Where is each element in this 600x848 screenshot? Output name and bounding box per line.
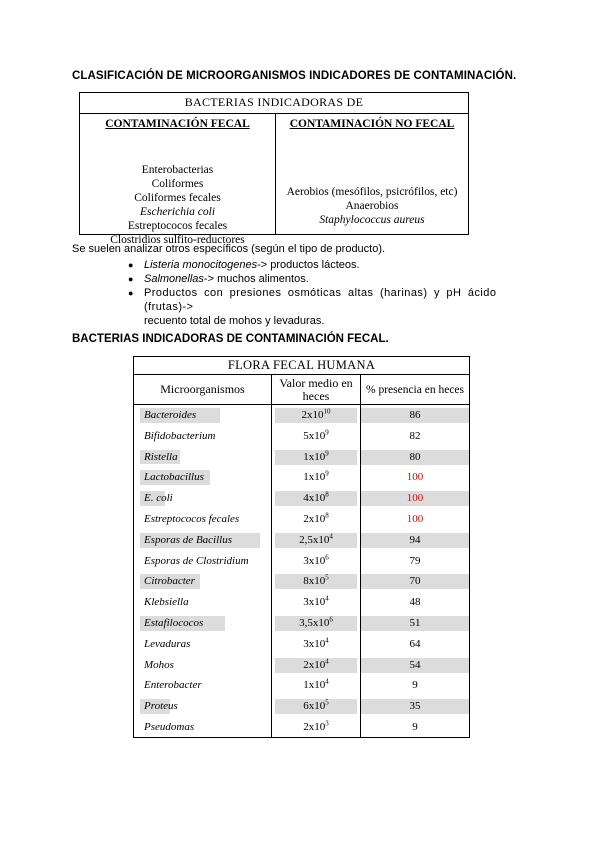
- presence-cell: 9: [412, 720, 418, 733]
- mean-value-cell: $2x10^3$: [272, 717, 361, 738]
- table-row: [134, 530, 469, 551]
- indicator-table-title: BACTERIAS INDICADORAS DE: [80, 93, 468, 114]
- presence-cell: 100: [406, 471, 424, 484]
- presence-cell: 9: [412, 679, 418, 692]
- presence-cell: 82: [409, 429, 421, 442]
- flora-table-header: [134, 375, 469, 405]
- presence-cell: 100: [361, 488, 469, 509]
- mean-value-cell: $6x10^5$: [272, 696, 361, 717]
- presence-cell: 51: [361, 613, 469, 634]
- col-microorganisms-header: Microorganismos: [134, 375, 272, 404]
- presence-cell: 86: [361, 405, 469, 426]
- fecal-item: Escherichia coli: [139, 206, 216, 218]
- mean-value-cell: $1x10^4$: [272, 675, 361, 696]
- presence-cell: 94: [361, 530, 469, 551]
- fecal-item: Estreptococos fecales: [127, 220, 228, 232]
- organism-cell: E. coli: [134, 488, 272, 509]
- fecal-header: CONTAMINACIÓN FECAL: [105, 118, 250, 130]
- table-row: [134, 571, 469, 592]
- bullet-list: [128, 258, 528, 328]
- heading-fecal-indicators: BACTERIAS INDICADORAS DE CONTAMINACIÓN FECAL.: [72, 333, 389, 345]
- col-presence-header: % presencia en heces: [365, 383, 464, 396]
- fecal-flora-table: [133, 356, 470, 738]
- mean-value-cell: $3x10^4$: [272, 592, 361, 613]
- flora-table-title: FLORA FECAL HUMANA: [134, 357, 469, 375]
- mean-value-cell: $1x10^9$: [272, 447, 361, 468]
- organism-cell: Estafilococos: [134, 613, 272, 634]
- table-row: [134, 634, 469, 655]
- table-row: [134, 551, 469, 572]
- organism-cell: Esporas de Bacillus: [134, 530, 272, 551]
- presence-cell: 35: [361, 696, 469, 717]
- table-row: [134, 467, 469, 488]
- mean-value-cell: $4x10^8$: [272, 488, 361, 509]
- table-row: [134, 717, 469, 738]
- table-row: [134, 696, 469, 717]
- intro-paragraph: Se suelen analizar otros específicos (según el tipo de producto).: [72, 243, 386, 255]
- mean-value-cell: $3x10^6$: [272, 551, 361, 572]
- organism-cell: Enterobacter: [134, 675, 272, 696]
- fecal-column: [80, 114, 276, 246]
- table-row: [134, 509, 469, 530]
- table-row: [134, 488, 469, 509]
- presence-cell: 48: [409, 596, 421, 609]
- organism-cell: Pseudomas: [134, 717, 272, 738]
- organism-cell: Esporas de Clostridium: [134, 551, 272, 572]
- presence-cell: 100: [406, 512, 424, 525]
- organism-cell: Proteus: [134, 696, 272, 717]
- presence-cell: 64: [409, 637, 421, 650]
- mean-value-cell: $2x10^8$: [272, 509, 361, 530]
- organism-cell: Bifidobacterium: [134, 426, 272, 447]
- flora-table-body: [134, 405, 469, 738]
- presence-cell: 80: [361, 447, 469, 468]
- organism-cell: Estreptococos fecales: [134, 509, 272, 530]
- presence-cell: 79: [409, 554, 421, 567]
- bullet-item: ● Listeria monocitogenes-> productos lácteos.: [128, 259, 360, 271]
- fecal-item: Coliformes fecales: [134, 192, 221, 204]
- non-fecal-item: Anaerobios: [345, 200, 399, 212]
- mean-value-cell: $2x10^4$: [272, 655, 361, 676]
- presence-cell: 70: [361, 571, 469, 592]
- bullet-item: ● Productos con presiones osmóticas altas (harinas) y pH ácido (frutas)-> recuento total de mohos y levaduras.: [128, 287, 497, 327]
- presence-cell: 54: [361, 655, 469, 676]
- fecal-item: Coliformes: [151, 178, 204, 190]
- bullet-item: ● Salmonellas-> muchos alimentos.: [128, 273, 309, 285]
- fecal-item: Clostridios sulfito-reductores: [110, 234, 245, 246]
- mean-value-cell: $2,5x10^4$: [272, 530, 361, 551]
- non-fecal-header: CONTAMINACIÓN NO FECAL: [289, 118, 455, 130]
- indicator-bacteria-table: [79, 92, 469, 246]
- mean-value-cell: $2x10^{10}$: [272, 405, 361, 426]
- non-fecal-item: Staphylococcus aureus: [319, 214, 425, 226]
- organism-cell: Mohos: [134, 655, 272, 676]
- non-fecal-item: Aerobios (mesófilos, psicrófilos, etc): [286, 186, 458, 198]
- table-row: [134, 426, 469, 447]
- heading-classification: CLASIFICACIÓN DE MICROORGANISMOS INDICADORES DE CONTAMINACIÓN.: [72, 70, 517, 82]
- bullet-dot-icon: ●: [128, 260, 134, 270]
- col-mean-value-header: Valor medio en heces: [272, 375, 361, 404]
- organism-cell: Ristella: [134, 447, 272, 468]
- table-row: [134, 613, 469, 634]
- table-row: [134, 405, 469, 426]
- table-row: [134, 675, 469, 696]
- mean-value-cell: $1x10^9$: [272, 467, 361, 488]
- fecal-item: Enterobacterias: [141, 164, 214, 176]
- bullet-dot-icon: ●: [128, 288, 134, 298]
- bullet-dot-icon: ●: [128, 274, 134, 284]
- mean-value-cell: $8x10^5$: [272, 571, 361, 592]
- organism-cell: Levaduras: [134, 634, 272, 655]
- table-row: [134, 655, 469, 676]
- organism-cell: Bacteroides: [134, 405, 272, 426]
- organism-cell: Citrobacter: [134, 571, 272, 592]
- organism-cell: Klebsiella: [134, 592, 272, 613]
- table-row: [134, 592, 469, 613]
- table-row: [134, 447, 469, 468]
- mean-value-cell: $3,5x10^6$: [272, 613, 361, 634]
- mean-value-cell: $3x10^4$: [272, 634, 361, 655]
- non-fecal-column: [276, 114, 468, 235]
- organism-cell: Lactobacillus: [134, 467, 272, 488]
- mean-value-cell: $5x10^9$: [272, 426, 361, 447]
